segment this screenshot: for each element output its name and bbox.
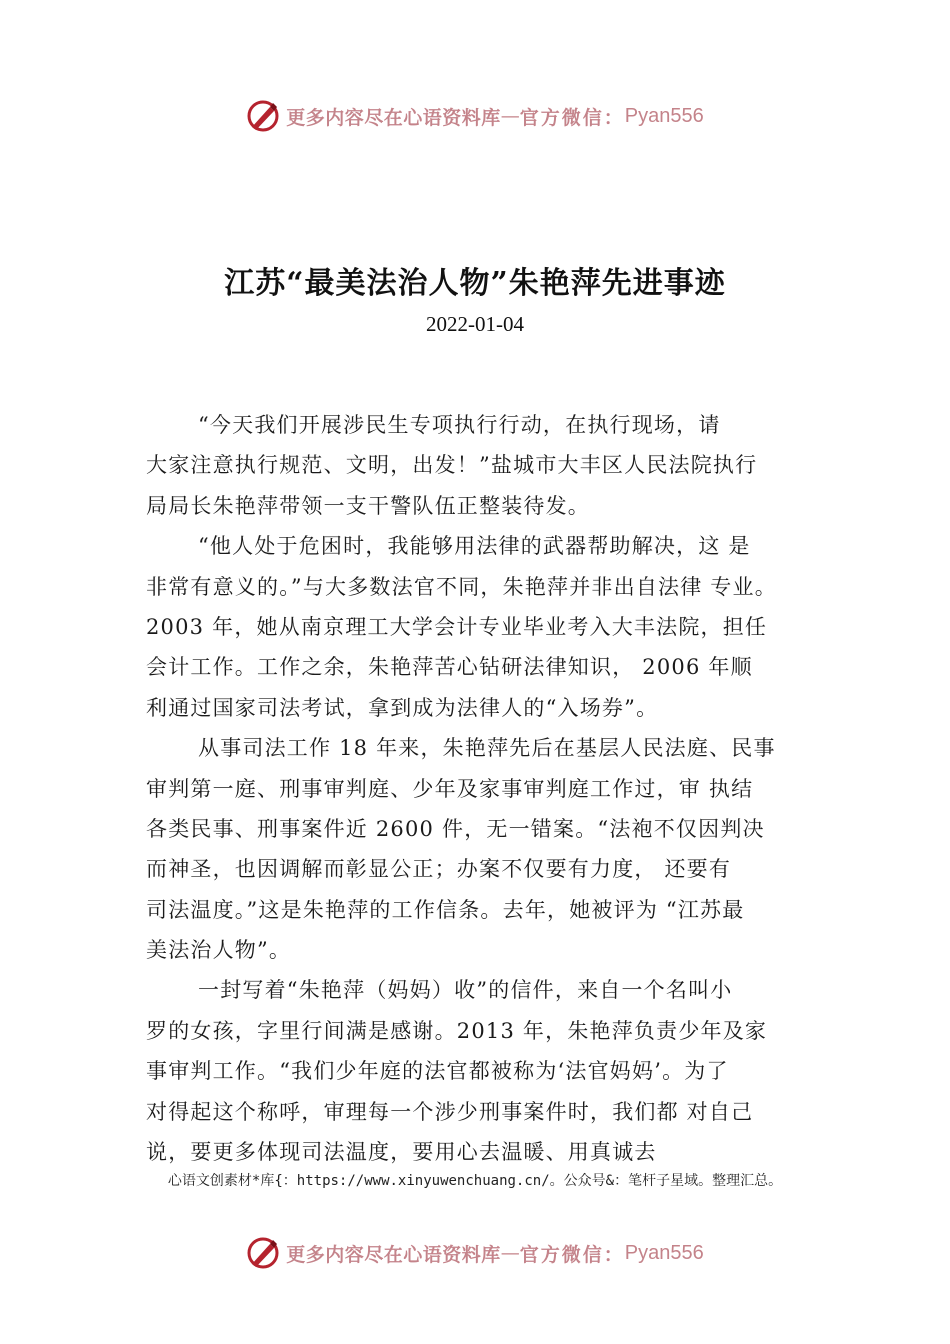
body-line: 从事司法工作 18 年来，朱艳萍先后在基层人民法庭、民事 xyxy=(198,736,776,761)
body-line: 事审判工作。“我们少年庭的法官都被称为‘法官妈妈’。为了 xyxy=(146,1059,729,1084)
document-title: 江苏“最美法治人物”朱艳萍先进事迹 xyxy=(224,266,726,301)
body-line: 美法治人物”。 xyxy=(146,938,292,963)
body-line: 局局长朱艳萍带领一支干警队伍正整装待发。 xyxy=(146,493,590,518)
body-line: 2003 年，她从南京理工大学会计专业毕业考入大丰法院，担任 xyxy=(146,614,768,639)
source-footnote: 心语文创素材*库{：https://www.xinyuwenchuang.cn/。公众号&：笔杆子星域。整理汇总。 xyxy=(167,1173,783,1189)
banner-wechat-id: Pyan556 xyxy=(624,1241,704,1264)
pen-logo-icon xyxy=(246,99,280,133)
body-line: “他人处于危困时，我能够用法律的武器帮助解决，这 是 xyxy=(198,534,751,559)
banner-main-text: 更多内容尽在心语资料库 xyxy=(286,1243,501,1266)
body-line: 罗的女孩，字里行间满是感谢。2013 年，朱艳萍负责少年及家 xyxy=(146,1018,768,1043)
body-line: 非常有意义的。”与大多数法官不同，朱艳萍并非出自法律 专业。 xyxy=(146,574,777,599)
body-line: “今天我们开展涉民生专项执行行动，在执行现场，请 xyxy=(198,413,721,437)
body-line: 会计工作。工作之余，朱艳萍苦心钻研法律知识， 2006 年顺 xyxy=(146,655,753,680)
pen-logo-icon xyxy=(246,1236,280,1270)
banner-separator: — xyxy=(500,1242,520,1264)
banner-wechat-label: 官方微信： xyxy=(519,106,625,129)
banner-wechat-label: 官方微信： xyxy=(519,1243,625,1266)
banner-separator: — xyxy=(500,105,520,127)
body-line: 而神圣，也因调解而彰显公正；办案不仅要有力度， 还要有 xyxy=(146,857,732,882)
footer-banner xyxy=(0,1233,950,1273)
body-line: 对得起这个称呼，审理每一个涉少刑事案件时，我们都 对自己 xyxy=(146,1099,754,1124)
body-line: 一封写着“朱艳萍（妈妈）收”的信件，来自一个名叫小 xyxy=(198,978,733,1003)
document-date: 2022-01-04 xyxy=(426,312,524,336)
body-line: 说，要更多体现司法温度，要用心去温暖、用真诚去 xyxy=(146,1140,657,1165)
banner-main-text: 更多内容尽在心语资料库 xyxy=(286,106,501,129)
body-line: 利通过国家司法考试，拿到成为法律人的“入场券”。 xyxy=(146,695,659,720)
body-line: 审判第一庭、刑事审判庭、少年及家事审判庭工作过，审 执结 xyxy=(146,776,754,801)
body-line: 大家注意执行规范、文明，出发！”盐城市大丰区人民法院执行 xyxy=(146,453,758,478)
header-banner xyxy=(0,96,950,136)
banner-wechat-id: Pyan556 xyxy=(624,104,704,127)
body-line: 各类民事、刑事案件近 2600 件，无一错案。“法袍不仅因判决 xyxy=(146,816,765,841)
document-body xyxy=(146,405,846,1172)
body-line: 司法温度。”这是朱艳萍的工作信条。去年，她被评为 “江苏最 xyxy=(146,897,745,922)
